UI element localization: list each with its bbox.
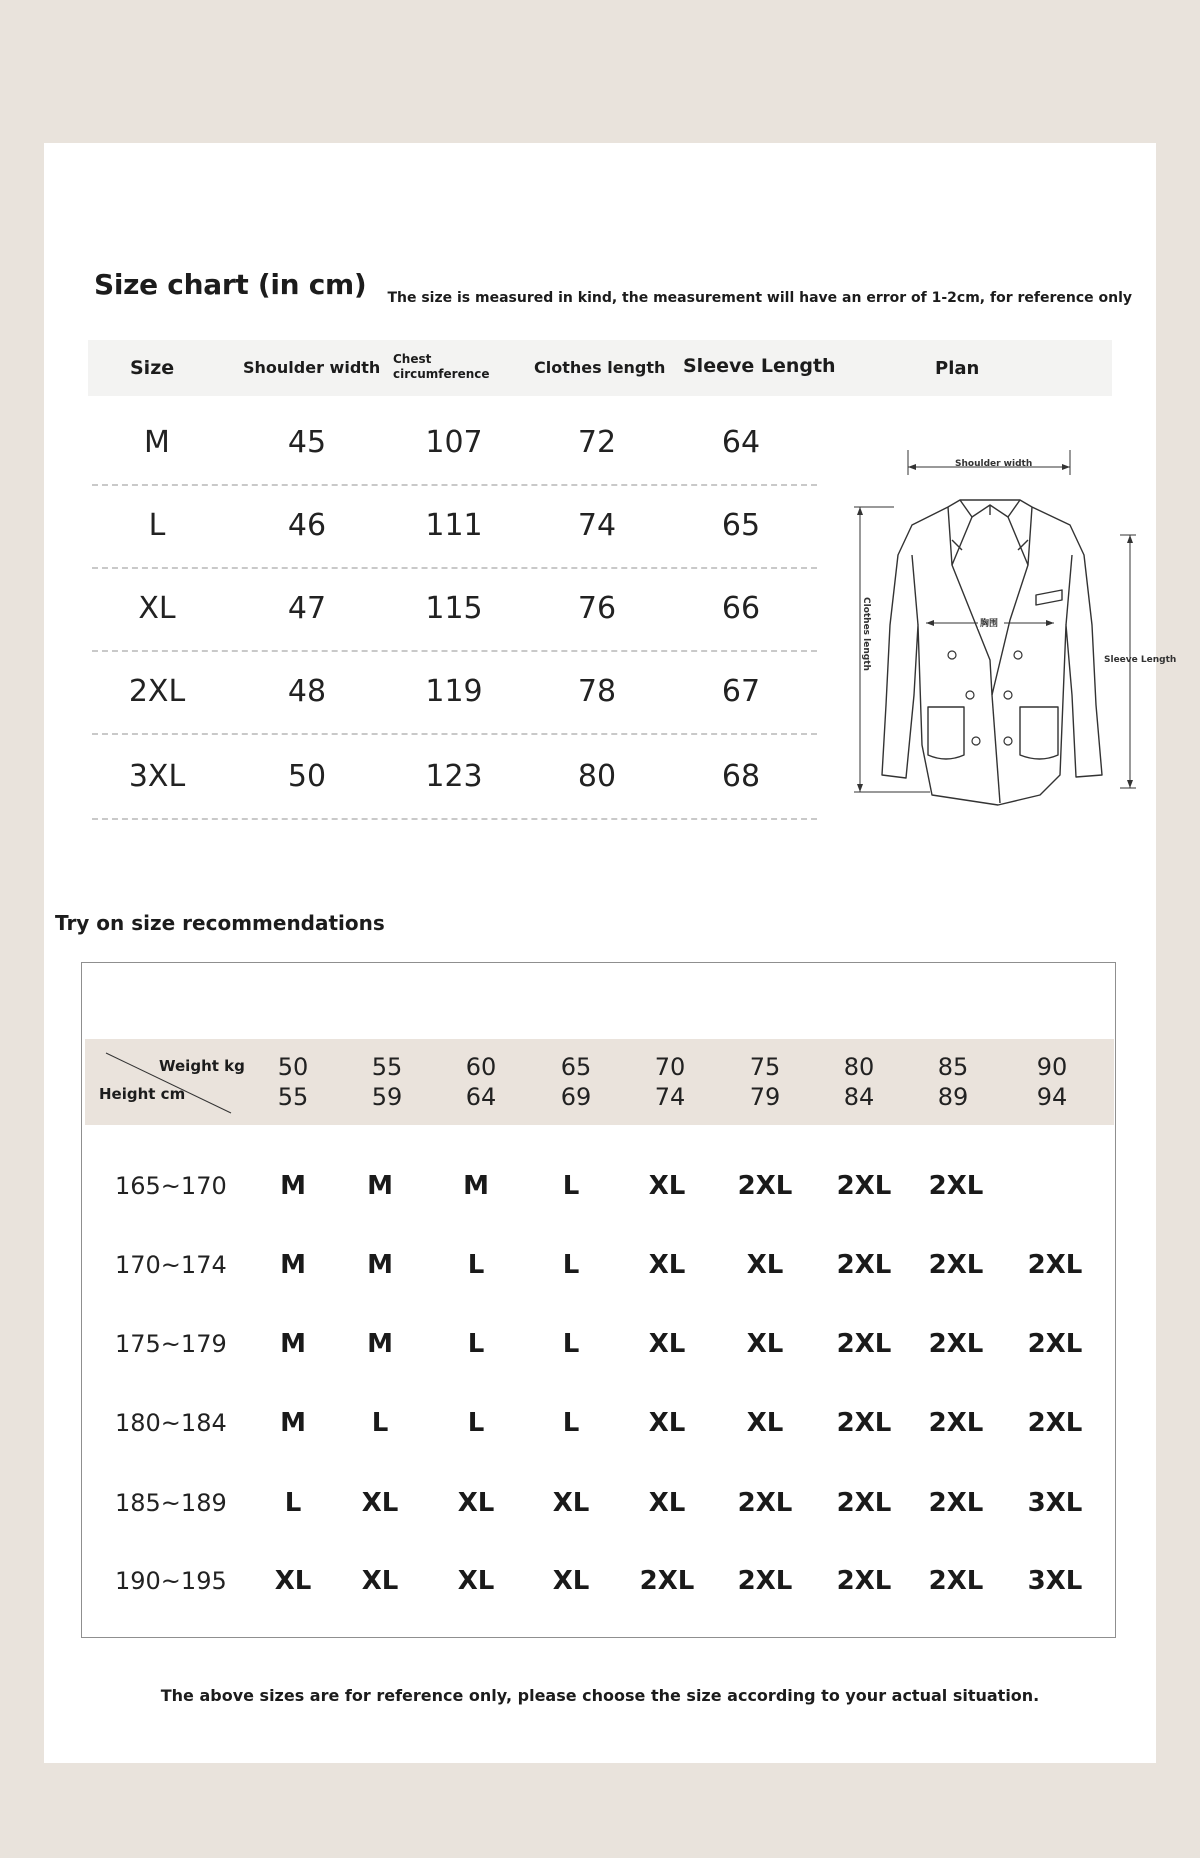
- sleeve-cell: 66: [721, 591, 761, 626]
- size-recommendation: 2XL: [928, 1565, 984, 1596]
- measurement-note: The size is measured in kind, the measurement will have an error of 1-2cm, for reference only: [387, 290, 1132, 306]
- shoulder-cell: 45: [287, 425, 327, 460]
- size-recommendation: 2XL: [737, 1487, 793, 1518]
- header-chest-circumference: Chest circumference: [393, 352, 490, 381]
- size-recommendation: 2XL: [737, 1565, 793, 1596]
- size-recommendation: 2XL: [928, 1407, 984, 1438]
- chest-cell: 123: [425, 759, 483, 794]
- clothes-length-label: Clothes length: [861, 597, 871, 671]
- size-recommendation: XL: [552, 1565, 590, 1596]
- size-cell: 3XL: [128, 759, 186, 794]
- size-recommendation: XL: [648, 1407, 686, 1438]
- recommendation-row: [85, 1225, 1114, 1304]
- size-recommendation: XL: [746, 1407, 784, 1438]
- header-size: Size: [130, 357, 175, 379]
- size-recommendation: XL: [457, 1487, 495, 1518]
- chest-cell: 115: [425, 591, 483, 626]
- weight-column-header: 60 64: [465, 1053, 497, 1111]
- size-recommendation: L: [562, 1170, 580, 1201]
- sleeve-length-label: Sleeve Length: [1104, 655, 1177, 665]
- size-recommendation: 2XL: [836, 1170, 892, 1201]
- size-recommendation: L: [284, 1487, 302, 1518]
- size-recommendation: [1015, 1146, 1095, 1225]
- sleeve-cell: 65: [721, 508, 761, 543]
- weight-column-header: 80 84: [843, 1053, 875, 1111]
- size-recommendation: XL: [552, 1487, 590, 1518]
- size-recommendation: L: [562, 1407, 580, 1438]
- size-recommendation: XL: [648, 1170, 686, 1201]
- size-recommendation: 2XL: [1027, 1249, 1083, 1280]
- jacket-measurement-diagram: [840, 445, 1177, 805]
- weight-column-header: 75 79: [749, 1053, 781, 1111]
- shoulder-cell: 47: [287, 591, 327, 626]
- length-cell: 74: [577, 508, 617, 543]
- weight-column-header: 70 74: [654, 1053, 686, 1111]
- size-row: [92, 567, 817, 650]
- recommendation-row: [85, 1146, 1114, 1225]
- weight-column-header: 90 94: [1036, 1053, 1068, 1111]
- height-range: 180~184: [115, 1408, 227, 1437]
- size-cell: XL: [138, 591, 176, 626]
- size-recommendation: L: [562, 1328, 580, 1359]
- size-recommendation: L: [371, 1407, 389, 1438]
- sleeve-cell: 68: [721, 759, 761, 794]
- length-cell: 80: [577, 759, 617, 794]
- chest-label: 胸围: [980, 619, 999, 629]
- size-recommendation: 2XL: [928, 1328, 984, 1359]
- size-recommendation: M: [367, 1249, 393, 1280]
- size-recommendation: 2XL: [836, 1249, 892, 1280]
- header-shoulder-width: Shoulder width: [243, 358, 381, 377]
- size-recommendation: 2XL: [928, 1170, 984, 1201]
- size-row: [92, 484, 817, 567]
- height-range: 170~174: [115, 1250, 227, 1279]
- weight-column-header: 85 89: [937, 1053, 969, 1111]
- size-recommendation: M: [280, 1328, 306, 1359]
- size-recommendation: 3XL: [1027, 1487, 1083, 1518]
- weight-column-header: 65 69: [560, 1053, 592, 1111]
- size-recommendation: 3XL: [1027, 1565, 1083, 1596]
- size-recommendation: XL: [361, 1487, 399, 1518]
- recommendation-row: [85, 1383, 1114, 1462]
- size-recommendation: XL: [648, 1487, 686, 1518]
- size-recommendation: M: [280, 1170, 306, 1201]
- size-recommendation: XL: [457, 1565, 495, 1596]
- size-row: [92, 735, 817, 818]
- length-cell: 72: [577, 425, 617, 460]
- size-recommendation: M: [463, 1170, 489, 1201]
- footer-disclaimer: The above sizes are for reference only, please choose the size according to your actual situation.: [160, 1686, 1040, 1705]
- size-recommendation: M: [367, 1328, 393, 1359]
- size-recommendation: XL: [746, 1249, 784, 1280]
- size-recommendation: M: [280, 1407, 306, 1438]
- height-range: 185~189: [115, 1488, 227, 1517]
- height-range: 165~170: [115, 1171, 227, 1200]
- size-recommendation: 2XL: [836, 1407, 892, 1438]
- size-recommendation: L: [467, 1328, 485, 1359]
- size-row: [92, 401, 817, 484]
- size-recommendation: 2XL: [836, 1565, 892, 1596]
- size-recommendation: XL: [361, 1565, 399, 1596]
- shoulder-cell: 46: [287, 508, 327, 543]
- size-cell: L: [148, 508, 166, 543]
- size-recommendation: 2XL: [928, 1249, 984, 1280]
- shoulder-cell: 50: [287, 759, 327, 794]
- size-recommendation: 2XL: [639, 1565, 695, 1596]
- size-recommendation: M: [280, 1249, 306, 1280]
- size-recommendation: XL: [648, 1328, 686, 1359]
- shoulder-width-label: Shoulder width: [955, 459, 1033, 469]
- row-divider: [92, 818, 817, 820]
- size-cell: 2XL: [128, 674, 186, 709]
- height-range: 175~179: [115, 1329, 227, 1358]
- header-sleeve-length: Sleeve Length: [683, 355, 836, 377]
- size-chart-title: Size chart (in cm): [94, 268, 367, 301]
- sleeve-cell: 64: [721, 425, 761, 460]
- size-recommendation: L: [467, 1249, 485, 1280]
- size-recommendation: 2XL: [836, 1487, 892, 1518]
- size-recommendation: 2XL: [737, 1170, 793, 1201]
- size-recommendation: XL: [648, 1249, 686, 1280]
- weight-column-header: 50 55: [277, 1053, 309, 1111]
- size-recommendation: 2XL: [1027, 1407, 1083, 1438]
- size-row: [92, 650, 817, 733]
- chest-cell: 111: [425, 508, 483, 543]
- sleeve-cell: 67: [721, 674, 761, 709]
- size-recommendation: L: [562, 1249, 580, 1280]
- recommendation-row: [85, 1304, 1114, 1383]
- chest-cell: 119: [425, 674, 483, 709]
- shoulder-cell: 48: [287, 674, 327, 709]
- height-label: Height cm: [99, 1085, 186, 1103]
- size-recommendation: 2XL: [1027, 1328, 1083, 1359]
- length-cell: 78: [577, 674, 617, 709]
- recommendation-row: [85, 1541, 1114, 1620]
- weight-column-header: 55 59: [371, 1053, 403, 1111]
- length-cell: 76: [577, 591, 617, 626]
- size-recommendation: L: [467, 1407, 485, 1438]
- size-chart-header: [88, 340, 1112, 396]
- size-recommendation: XL: [746, 1328, 784, 1359]
- size-recommendation: XL: [274, 1565, 312, 1596]
- size-recommendation: M: [367, 1170, 393, 1201]
- weight-label: Weight kg: [159, 1057, 245, 1075]
- size-recommendation: 2XL: [928, 1487, 984, 1518]
- chest-cell: 107: [425, 425, 483, 460]
- size-cell: M: [144, 425, 170, 460]
- size-recommendation: 2XL: [836, 1328, 892, 1359]
- header-plan: Plan: [935, 358, 980, 379]
- header-clothes-length: Clothes length: [534, 358, 666, 377]
- recommendation-row: [85, 1463, 1114, 1542]
- recommendations-title: Try on size recommendations: [55, 911, 385, 935]
- height-range: 190~195: [115, 1566, 227, 1595]
